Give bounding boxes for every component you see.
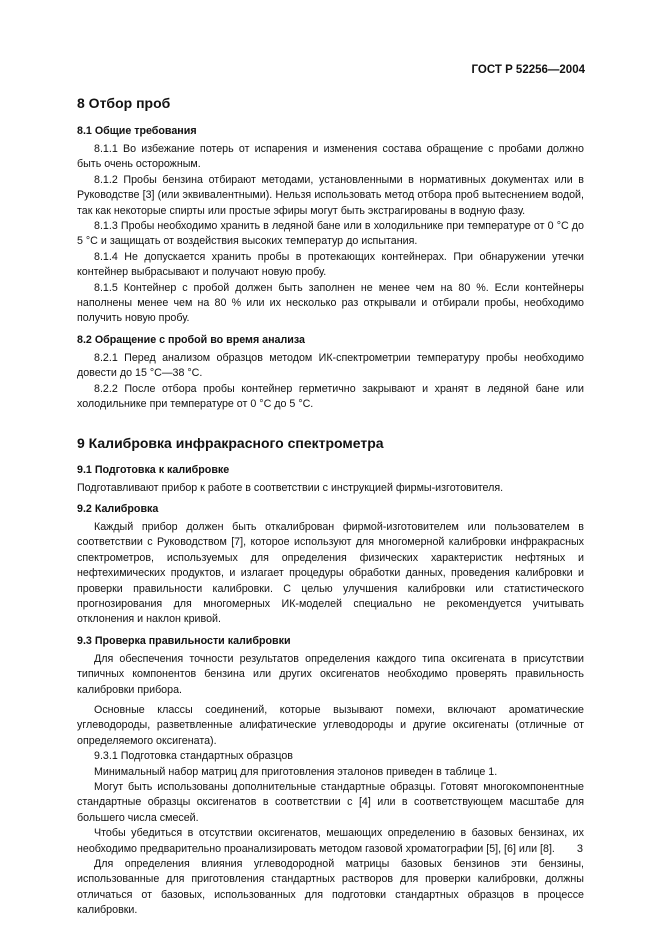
paragraph-9-3-a: Для обеспечения точности результатов определения каждого типа оксигената в присутствии типичных компонентов бензина или других оксигенатов необходимо проверять правильность калибровки прибора. — [77, 652, 584, 696]
paragraph-8-2-1: 8.2.1 Перед анализом образцов методом ИК-спектрометрии температуру пробы необходимо довести до 15 °С—38 °С. — [77, 351, 584, 380]
paragraph-8-1-5: 8.1.5 Контейнер с пробой должен быть заполнен не менее чем на 80 %. Если контейнеры наполнены менее чем на 80 % или их несколько раз открывали и отбирали пробы, необходимо получить новую пробу. — [77, 281, 584, 325]
subsection-8-1-heading: 8.1 Общие требования — [77, 125, 197, 137]
paragraph-8-1-3: 8.1.3 Пробы необходимо хранить в ледяной бане или в холодильнике при температуре от 0 °С до 5 °С и защищать от воздействия высоких температур до испытания. — [77, 220, 584, 248]
section-9-heading: 9 Калибровка инфракрасного спектрометра — [77, 434, 384, 451]
subsection-9-3-heading: 9.3 Проверка правильности калибровки — [77, 634, 291, 647]
paragraph-8-1-2: 8.1.2 Пробы бензина отбирают методами, установленными в нормативных документах или в Руководстве [3] (или эквивалентными). Нельзя использовать метод отбора проб вытеснением водой, так как некоторые спирты или простые эфиры могут быть экстрагированы в водную фазу. — [77, 173, 584, 217]
subsection-9-2-heading: 9.2 Калибровка — [77, 502, 159, 515]
subsection-8-2-heading: 8.2 Обращение с пробой во время анализа — [77, 333, 305, 346]
paragraph-9-3-1-d: Для определения влияния углеводородной матрицы базовых бензинов эти бензины, использованные для приготовления стандартных растворов для проверки калибровки, должны отличаться от базовых, использованных для подготовки стандартных образцов в процессе калибровки. — [77, 858, 584, 917]
document-code: ГОСТ Р 52256—2004 — [471, 64, 585, 76]
section-8-heading: 8 Отбор проб — [77, 95, 171, 111]
paragraph-9-3-1-b: Могут быть использованы дополнительные стандартные образцы. Готовят многокомпонентные стандартные образцы оксигенатов в соответствии с [4] или в соответствующем масштабе для большего числа смесей. — [77, 781, 584, 824]
paragraph-9-1: Подготавливают прибор к работе в соответствии с инструкцией фирмы-изготовителя. — [77, 481, 504, 494]
paragraph-9-3-b: Основные классы соединений, которые вызывают помехи, включают ароматические углеводороды, разветвленные алифатические углеводороды и другие оксигенаты (отличные от определяемого оксигената). — [77, 703, 584, 747]
paragraph-8-1-1: 8.1.1 Во избежание потерь от испарения и изменения состава обращение с пробами должно быть очень осторожным. — [77, 143, 584, 171]
page-number: 3 — [576, 843, 583, 855]
paragraph-8-2-2: 8.2.2 После отбора пробы контейнер герметично закрывают и хранят в ледяной бане или холодильнике при температуре от 0 °С до 5 °С. — [77, 382, 584, 411]
page-body — [77, 95, 584, 919]
subsection-9-3-1-heading: 9.3.1 Подготовка стандартных образцов — [94, 750, 293, 763]
paragraph-9-3-1-c: Чтобы убедиться в отсутствии оксигенатов, мешающих определению в базовых бензинах, их необходимо предварительно проанализировать методом газовой хроматографии [5], [6] или [8]. — [77, 827, 584, 855]
paragraph-9-2: Каждый прибор должен быть откалиброван фирмой-изготовителем или пользователем в соответствии с Руководством [7], которое используют для многомерной калибровки инфракрасных спектрометров, используемых для определения физических характеристик нефтяных и нефтехимических продуктов, и излагает процедуры обработки данных, проведения калибровки и проверки правильности калибровки. С целью улучшения калибровки или статистического прогнозирования для многомерных ИК-моделей специально не рекомендуется учитывать отклонения и наклон кривой. — [77, 520, 584, 626]
paragraph-9-3-1-a: Минимальный набор матриц для приготовления эталонов приведен в таблице 1. — [94, 765, 498, 778]
paragraph-8-1-4: 8.1.4 Не допускается хранить пробы в протекающих контейнерах. При обнаружении утечки контейнер выбрасывают и получают новую пробу. — [77, 250, 584, 279]
subsection-9-1-heading: 9.1 Подготовка к калибровке — [77, 463, 230, 476]
